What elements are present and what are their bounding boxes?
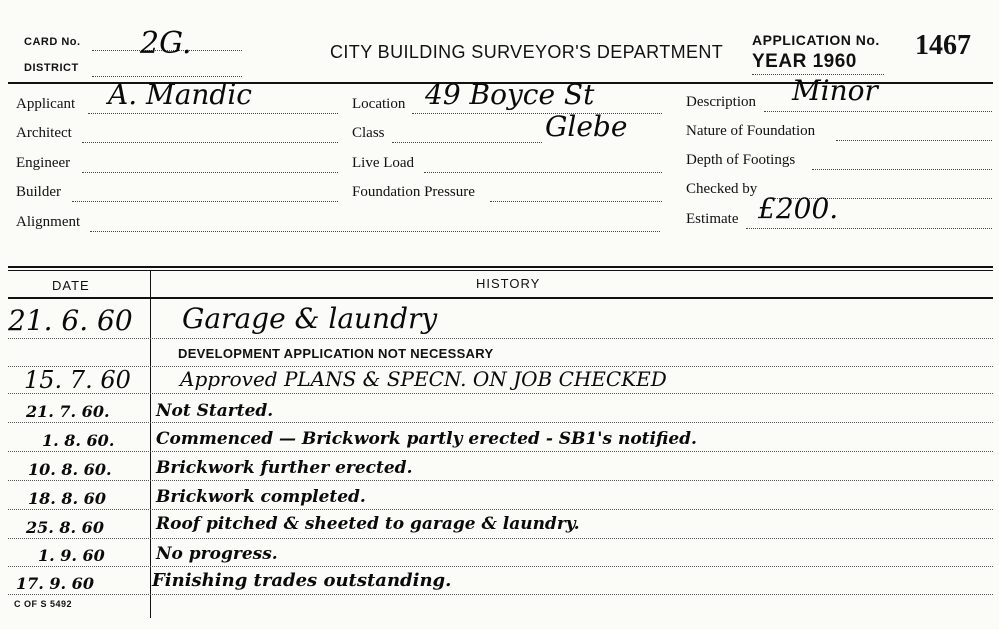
table-row-date: 15. 7. 60	[24, 366, 131, 394]
builder-line	[72, 201, 338, 202]
location-label: Location	[352, 96, 406, 112]
table-row-date: 18. 8. 60	[28, 489, 106, 508]
class-label: Class	[352, 125, 385, 141]
year-label: YEAR 1960	[752, 51, 857, 72]
table-top-rule	[8, 266, 993, 268]
live-load-label: Live Load	[352, 155, 415, 171]
form-code: C OF S 5492	[14, 599, 73, 609]
applicant-label: Applicant	[16, 96, 76, 112]
location-value-line1: 49 Boyce St	[425, 78, 595, 111]
table-row-date: 10. 8. 60.	[28, 460, 112, 479]
description-line	[764, 111, 992, 112]
table-row-entry: Garage & laundry	[182, 302, 438, 335]
live-load-line	[424, 172, 662, 173]
date-column-header: DATE	[52, 278, 90, 293]
estimate-line	[746, 228, 992, 229]
location-value-line2: Glebe	[545, 110, 628, 143]
estimate-value: £200.	[758, 192, 839, 225]
table-row-entry: Brickwork further erected.	[156, 458, 413, 478]
builder-label: Builder	[16, 184, 61, 200]
table-row-entry: Not Started.	[156, 401, 274, 421]
table-row-date: 21. 7. 60.	[26, 402, 110, 421]
foundation-pressure-line	[490, 201, 662, 202]
row-line	[8, 451, 993, 452]
estimate-label: Estimate	[686, 211, 739, 227]
applicant-value: A. Mandic	[108, 78, 252, 111]
row-line	[8, 338, 993, 339]
nature-of-foundation-line	[836, 140, 992, 141]
architect-label: Architect	[16, 125, 72, 141]
card-no-label: CARD No.	[24, 36, 81, 48]
description-value: Minor	[792, 74, 878, 107]
depth-of-footings-label: Depth of Footings	[686, 152, 796, 168]
application-no: 1467	[915, 30, 971, 61]
table-row-entry: Approved PLANS & SPECN. ON JOB CHECKED	[180, 367, 667, 391]
table-row-date: 1. 8. 60.	[42, 431, 115, 450]
table-row-date: 1. 9. 60	[38, 546, 105, 565]
alignment-label: Alignment	[16, 214, 81, 230]
row-line	[8, 538, 993, 539]
foundation-pressure-label: Foundation Pressure	[352, 184, 475, 200]
engineer-label: Engineer	[16, 155, 71, 171]
depth-of-footings-line	[812, 169, 992, 170]
row-line	[8, 393, 993, 394]
class-line	[392, 142, 542, 143]
alignment-line	[90, 231, 660, 232]
row-line	[8, 422, 993, 423]
table-row-entry: Brickwork completed.	[156, 487, 366, 507]
card-no-value: 2G.	[140, 26, 192, 61]
table-header-rule	[8, 297, 993, 299]
development-stamp: DEVELOPMENT APPLICATION NOT NECESSARY	[178, 346, 494, 361]
row-line	[8, 509, 993, 510]
history-column-header: HISTORY	[476, 276, 541, 291]
nature-of-foundation-label: Nature of Foundation	[686, 123, 816, 139]
row-line	[8, 594, 993, 595]
checked-by-label: Checked by	[686, 181, 758, 197]
table-row-date: 25. 8. 60	[26, 518, 104, 537]
engineer-line	[82, 172, 338, 173]
description-label: Description	[686, 94, 756, 110]
table-row-entry: Commenced — Brickwork partly erected - SB1's notified.	[156, 429, 697, 449]
table-row-entry: Roof pitched & sheeted to garage & laundry.	[156, 514, 580, 534]
table-row-date: 17. 9. 60	[16, 574, 94, 593]
district-label: DISTRICT	[24, 62, 79, 74]
department-title: CITY BUILDING SURVEYOR'S DEPARTMENT	[330, 42, 724, 62]
applicant-line	[88, 113, 338, 114]
table-top-rule-inner	[8, 270, 993, 271]
application-no-label: APPLICATION No.	[752, 32, 880, 48]
table-row-entry: No progress.	[156, 544, 278, 564]
row-line	[8, 480, 993, 481]
district-line	[92, 76, 242, 77]
table-row-entry: Finishing trades outstanding.	[152, 570, 452, 591]
architect-line	[82, 142, 338, 143]
table-row-date: 21. 6. 60	[8, 304, 133, 337]
row-line	[8, 566, 993, 567]
